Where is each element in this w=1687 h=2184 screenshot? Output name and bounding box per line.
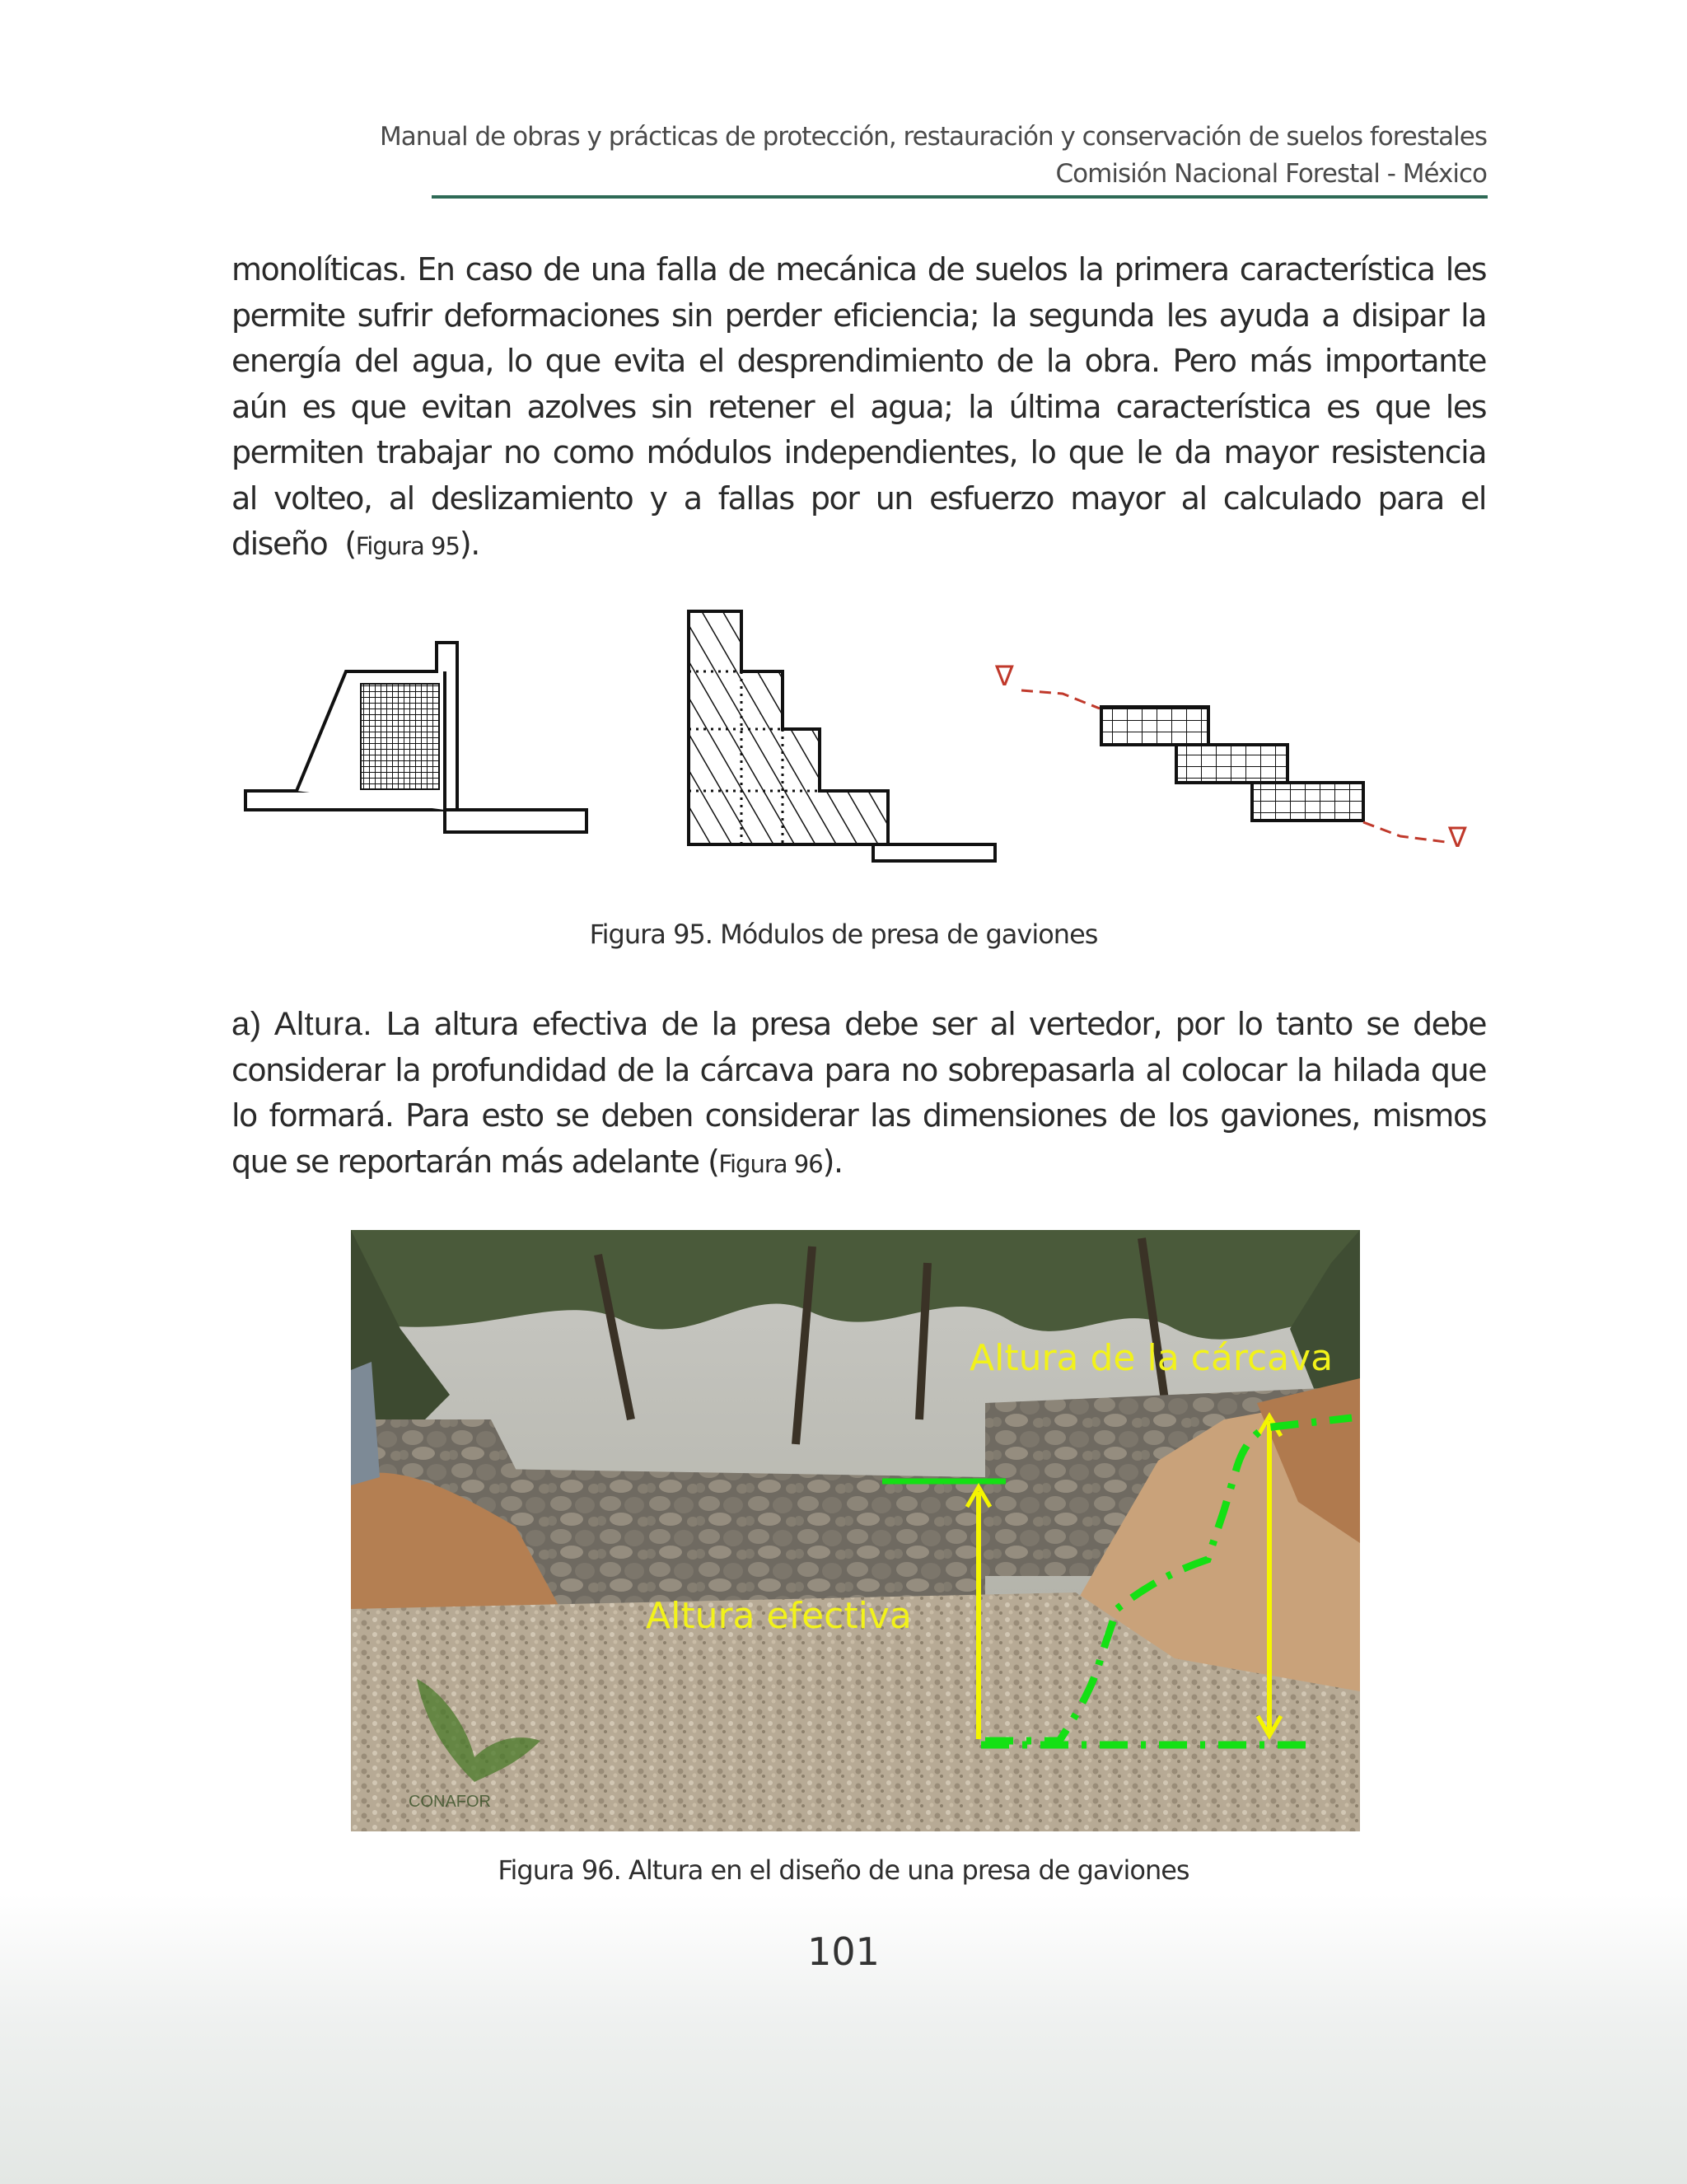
running-header bbox=[380, 119, 1487, 193]
paragraph-text: La altura efectiva de la presa debe ser al vertedor, por lo tanto se debe bbox=[386, 1006, 1486, 1042]
dam-module-2 bbox=[689, 611, 995, 861]
label-gully-height: Altura de la cárcava bbox=[970, 1337, 1334, 1379]
figure-95-diagram bbox=[0, 593, 1687, 882]
paragraph-1 bbox=[231, 247, 1486, 570]
paragraph-line: energía del agua, lo que evita el desprendimiento de la obra. Pero más importante bbox=[231, 343, 1486, 379]
paragraph-line: al volteo, al deslizamiento y a fallas por un esfuerzo mayor al calculado para el bbox=[231, 479, 1486, 517]
figure-96-reference[interactable]: Figura 96 bbox=[718, 1149, 823, 1178]
water-level-icon: ∇ bbox=[1448, 821, 1467, 854]
paragraph-line: considerar la profundidad de la cárcava para no sobrepasarla al colocar la hilada que bbox=[231, 1051, 1486, 1088]
figure-95-caption: Figura 95. Módulos de presa de gaviones bbox=[589, 919, 1098, 950]
header-title: Manual de obras y prácticas de protección, restauración y conservación de suelos forestales bbox=[380, 122, 1487, 152]
label-effective-height: Altura efectiva bbox=[646, 1595, 912, 1637]
water-level-icon: ∇ bbox=[995, 660, 1014, 693]
paragraph-line: permiten trabajar no como módulos independientes, lo que le da mayor resistencia bbox=[231, 434, 1486, 470]
paragraph-line: monolíticas. En caso de una falla de mecánica de suelos la primera característica les bbox=[231, 251, 1486, 288]
header-institution: Comisión Nacional Forestal - México bbox=[1055, 159, 1487, 189]
section-lead: a) Altura. bbox=[231, 1006, 372, 1042]
figure-96-photo bbox=[351, 1230, 1360, 1831]
header-rule bbox=[432, 195, 1488, 199]
paragraph-line bbox=[231, 1002, 1486, 1048]
paragraph-last-line: que se reportarán más adelante (Figura 96). bbox=[231, 1143, 843, 1180]
dam-module-3 bbox=[994, 660, 1467, 854]
paragraph-text: que se reportarán más adelante bbox=[231, 1143, 699, 1180]
paragraph-line: lo formará. Para esto se deben considerar las dimensiones de los gaviones, mismos bbox=[231, 1097, 1486, 1134]
reference-close: ). bbox=[459, 526, 479, 562]
paragraph-line: aún es que evitan azolves sin retener el agua; la última característica es que les bbox=[231, 388, 1486, 425]
figure-95-reference[interactable]: Figura 95 bbox=[355, 532, 460, 560]
paragraph-last-line: diseño (Figura 95). bbox=[231, 526, 479, 562]
watermark-text: CONAFOR bbox=[409, 1793, 491, 1811]
paragraph-2 bbox=[231, 1002, 1486, 1187]
figure-96-caption: Figura 96. Altura en el diseño de una presa de gaviones bbox=[498, 1854, 1189, 1886]
paragraph-text: diseño bbox=[231, 526, 328, 562]
dam-module-1 bbox=[245, 643, 586, 832]
page-number: 101 bbox=[807, 1929, 880, 1974]
paragraph-line: permite sufrir deformaciones sin perder eficiencia; la segunda les ayuda a disipar la bbox=[231, 297, 1486, 334]
